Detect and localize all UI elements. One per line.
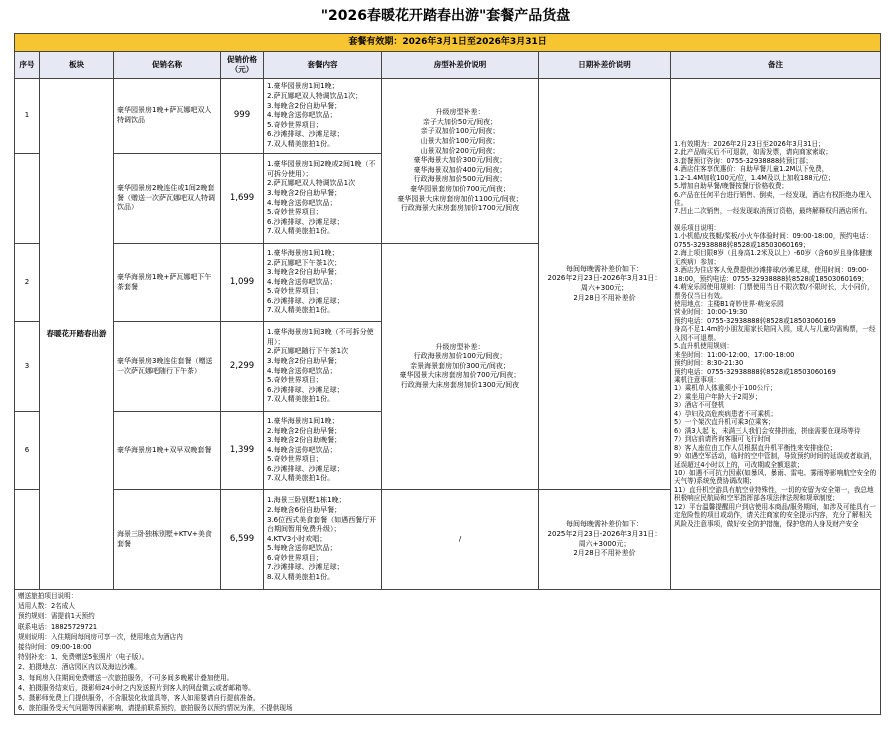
content-line: 6.沙滩排球、沙滩足球；: [267, 385, 344, 394]
promo-name: 豪华园景房1晚+萨瓦娜吧双人特调饮品: [114, 79, 221, 154]
promo-price: 1,099: [221, 244, 264, 322]
note-line: 2.海上项目限8岁（且身高1.2米及以上）-60岁（含60岁且身体健康无疾病）参加；: [674, 249, 873, 266]
header-segment: 板块: [40, 52, 114, 79]
header-notes: 备注: [671, 52, 881, 79]
note-line: 7.凹止二次销售，一经发现取消预订资格，最终解释权归酒店所有。: [674, 207, 872, 216]
note-line: 3）酒店不可登机: [674, 401, 725, 410]
date-diff-cell: [539, 490, 671, 590]
content-line: 5.奇妙世界项目；: [267, 455, 323, 464]
row-no: [15, 154, 40, 244]
content-line: 3.每晚含2份自助晚餐；: [267, 436, 342, 445]
note-line: 来坐时间：11:00-12:00、17:00-18:00: [674, 350, 795, 359]
note-line: 1.2-1.4M加收100元/位，1.4M及以上加收188元/位；: [674, 173, 835, 182]
header-row: [15, 52, 881, 79]
content-line: 7.双人精美旅拍1份。: [267, 139, 335, 148]
content-line: 5.奇妙世界项目；: [267, 287, 323, 296]
footer-line: 6、旅拍服务受天气问题等因素影响，请提前联系预约，旅拍服务以预约情况为准，不提供现场: [18, 704, 293, 713]
note-line: 使用地点：主楼B1奇妙世界·萌宠乐园: [674, 299, 784, 308]
footer-line: 2、拍摄地点：酒店园区内以及海边沙滩。: [18, 663, 141, 672]
footer-line: 特别补充：1、免费赠送5张照片（电子版）。: [18, 653, 149, 662]
content-line: 2.萨瓦娜吧双人特调饮品1次: [267, 179, 356, 188]
note-line: 7）到店前请咨询客服可飞行时间: [674, 435, 771, 444]
content-line: 3.每晚含2份自助早餐；: [267, 188, 342, 197]
content-line: 1.豪华海景房1间3晚（不可拆分使用）；: [267, 328, 374, 346]
header-room-diff: 房型补差价说明: [382, 52, 539, 79]
promo-price: 1,399: [221, 412, 264, 490]
content-line: 2.萨瓦娜吧随行下午茶1次: [267, 347, 349, 356]
header-content: 套餐内容: [264, 52, 382, 79]
content-line: 2.每晚含2份自助早餐；: [267, 426, 342, 435]
content-line: 5.奇妙世界项目；: [267, 208, 323, 217]
content-line: 1.海景三卧别墅1栋1晚；: [267, 496, 346, 505]
content-line: 6.沙滩排球、沙滩足球；: [267, 217, 344, 226]
note-line: 8）客人座位由工作人员根据直升机平衡性来安排座位；: [674, 443, 837, 452]
header-price: 促销价格（元）: [221, 52, 264, 79]
product-table: [14, 33, 881, 715]
footer-line: 5、摄影师免费上门提供服务，不含服装化妆道具等，客人如需要请自行提前准备。: [18, 694, 260, 703]
note-line: 3.酒店为住店客人免费提供沙滩排球/沙滩足球，使用时间：09:00-18:00，预约电话：0755-32938888转8528或18503060169；: [674, 266, 869, 283]
content-line: 7.双人精美旅拍1份。: [267, 227, 335, 236]
room-diff-line: 行政海景大床房套房加价1300元/间夜: [400, 380, 520, 389]
note-line: 4.酒店住客享优惠价：自助早餐儿童1.2M以下免费，: [674, 165, 829, 174]
footer-line: 联系电话：18825729721: [18, 622, 98, 631]
content-line: 3.每晚含2份自助早餐；: [267, 268, 342, 277]
room-diff-cell: /: [382, 490, 539, 590]
package-content: [264, 79, 382, 154]
content-line: 6.沙滩排球、沙滩足球；: [267, 130, 344, 139]
date-diff-line: 每间每晚需补差价如下：: [566, 520, 643, 529]
room-diff-line: 山景双加价200元/间夜；: [420, 146, 500, 155]
note-line: 10）如遇不可抗力因素(如暴风、暴雨、雷电、雾雨等影响航空安全的天气等)系统免费协调改期；: [674, 469, 877, 486]
content-line: 5.奇妙世界项目；: [267, 120, 323, 129]
note-line: 娱乐项目说明：: [674, 223, 721, 232]
content-line: 4.每晚含送你吧饮品；: [267, 111, 337, 120]
note-line: 1）乘机单人体重须小于100公斤；: [674, 384, 777, 393]
package-content: [264, 322, 382, 412]
date-diff-line: 2月28日不用补差价: [573, 549, 636, 558]
room-diff-line: 豪华园景大床房套房加价1100元/间夜；: [397, 194, 523, 203]
row-no: [15, 490, 40, 590]
content-line: 3.6位西式美食套餐（如遇西餐厅开台期间暂用免费升级）；: [267, 515, 377, 534]
content-line: 4.每晚含送你吧饮品；: [267, 198, 337, 207]
notes-cell: [671, 79, 881, 590]
note-line: 12）平台温馨提醒用户到店使用本商品/服务期间，如涉及可能具有一定危险性的项目或动作，请关注商家的安全提示内容，充分了解相关风险及注意事项，做好安全防护措施，保护您的人身及财产安全: [674, 502, 876, 528]
note-line: 5）一个架次直升机可乘3位乘客；: [674, 418, 775, 427]
note-line: 6）满3人起飞，未满三人我们会安排拼座，拼座需要在现场等待: [674, 426, 861, 435]
promo-price: 1,699: [221, 154, 264, 244]
date-diff-line: 2月28日不用补差价: [573, 293, 636, 302]
validity-band: [15, 34, 881, 52]
date-diff-line: 周六+300元；: [580, 284, 629, 292]
content-line: 4.每晚含送你吧饮品；: [267, 366, 337, 375]
note-line: 预约时间：8:30-21:30: [674, 359, 744, 368]
room-diff-cell: [382, 79, 539, 244]
room-diff-line: 升级房型补差：: [435, 342, 485, 351]
room-diff-line: 亲景海景套房加价300元/间夜；: [410, 361, 510, 370]
room-diff-cell: [382, 244, 539, 490]
footer-cell: [15, 590, 881, 715]
note-line: 5.增加自助早餐/晚餐按餐厅价格收费；: [674, 182, 789, 191]
package-content: [264, 490, 382, 590]
room-diff-line: 山景大加价100元/间夜；: [420, 137, 500, 146]
footer-row: [15, 590, 881, 715]
segment-cell: 春暖花开踏春出游: [40, 79, 114, 590]
footer-line: 适用人数：2名成人: [18, 602, 75, 611]
content-line: 2.萨瓦娜吧双人特调饮品1次；: [267, 92, 363, 101]
row-no: 1: [15, 79, 40, 154]
note-line: 5.直升机使用规则：: [674, 342, 734, 351]
room-diff-line: 行政海景房加价500元/间夜；: [413, 175, 507, 184]
footer-line: 4、拍摄服务结束后，摄影师24小时之内发送照片到客人的网盘微云或者邮箱等。: [18, 683, 255, 692]
content-line: 7.双人精美旅拍1份。: [267, 395, 335, 404]
promo-price: 999: [221, 79, 264, 154]
date-diff-cell: [539, 79, 671, 490]
row-no: 3: [15, 322, 40, 412]
row-no: 2: [15, 244, 40, 322]
content-line: 5.奇妙世界项目；: [267, 376, 323, 385]
content-line: 3.每晚含2份自助早餐；: [267, 101, 342, 110]
room-diff-line: 豪华园景套房加价700元/间夜；: [410, 184, 510, 193]
header-promo-name: 促销名称: [114, 52, 221, 79]
promo-name: 豪华园景房2晚连住或1间2晚套餐（赠送一次萨瓦娜吧双人特调饮品）: [114, 154, 221, 244]
date-diff-line: 周六+3000元；: [578, 539, 631, 548]
content-line: 6.沙滩排球、沙滩足球；: [267, 464, 344, 473]
footer-line: 接待时间：09:00-18:00: [18, 643, 92, 652]
content-line: 1.豪华海景房1间1晚；: [267, 248, 339, 257]
content-line: 4.每晚含送你吧饮品；: [267, 277, 337, 286]
promo-name: 豪华海景房1晚+萨瓦娜吧下午茶套餐: [114, 244, 221, 322]
content-line: 7.沙滩排球、沙滩足球；: [267, 563, 344, 572]
content-line: 4.每晚含送你吧饮品；: [267, 445, 337, 454]
header-date-diff: 日期补差价说明: [539, 52, 671, 79]
content-line: 6.沙滩排球、沙滩足球；: [267, 296, 344, 305]
content-line: 8.双人精美旅拍1份。: [267, 573, 335, 582]
header-no: 序号: [15, 52, 40, 79]
note-line: 1.有效期为：2026年2月23日至2026年3月31日；: [674, 139, 825, 148]
room-diff-line: 亲子大加价50元/间夜；: [422, 117, 498, 126]
content-line: 1.豪华园景房1间1晚；: [267, 82, 339, 91]
content-line: 3.每晚含2份自助早餐；: [267, 356, 342, 365]
date-diff-line: 每间每晚需补差价如下：: [566, 264, 643, 273]
content-line: 6.奇妙世界项目；: [267, 553, 323, 562]
footer-line: 3、每间房入住期间免费赠送一次旅拍服务，不可多间多晚累计叠加使用。: [18, 673, 234, 682]
content-line: 5.每晚含送你吧饮品；: [267, 544, 337, 553]
room-diff-line: 亲子双加价100元/间夜；: [420, 127, 500, 136]
room-diff-line: 豪华海景双加价400元/间夜；: [413, 165, 507, 174]
note-line: 2.此产品购买后不可退款，如需发票，请向商家索取；: [674, 148, 832, 157]
footer-line: 规则说明：入住期间每间房可享一次，使用地点为酒店内: [18, 632, 183, 641]
note-line: 4.萌宠乐园使用规则：门票使用当日不限次数/不限时长，大小同价，票务仅当日有效。: [674, 283, 874, 300]
note-line: 9）如遇空军活动，临时的空中管制，导致预约时间的延误或者取消，延误超过4小时以上的，可改期或全额退款；: [674, 452, 877, 469]
note-line: 乘机注意事项：: [674, 376, 721, 385]
content-line: 2.每晚含6份自助早餐；: [267, 505, 342, 514]
promo-name: 豪华海景房3晚连住套餐（赠送一次萨瓦娜吧随行下午茶）: [114, 322, 221, 412]
note-line: 1.小机船/皮筏艇/桨板/小火车体验时间：09:00-18:00，预约电话：0755-32938888转8528或18503060169；: [674, 232, 873, 249]
note-line: 身高不足1.4m的小朋友需家长陪同入园，成人与儿童均需购票，一经入园不可退票。: [674, 325, 876, 342]
page-title: "2026春暖花开踏春出游"套餐产品货盘: [320, 8, 571, 24]
promo-price: 6,599: [221, 490, 264, 590]
note-line: 预约电话：0755-32938888转8528或18503060169: [674, 316, 836, 325]
note-line: 6.产品在任何平台进行销售、倒卖，一经发现，酒店有权拒绝办理入住。: [674, 190, 872, 207]
room-diff-line: 行政海景大床房套房加价1700元/间夜: [400, 204, 520, 213]
date-diff-line: 2026年2月23日-2026年3月31日：: [547, 274, 662, 283]
package-content: [264, 412, 382, 490]
package-content: [264, 154, 382, 244]
content-line: 7.双人精美旅拍1份。: [267, 474, 335, 483]
content-line: 1.豪华园景房1间2晚或2间1晚（不可拆分使用）；: [267, 160, 376, 178]
room-diff-line: 豪华园景大床房套房加价700元/间夜；: [399, 371, 521, 380]
note-line: 4）孕妇及高危疾病患者不可乘机；: [674, 409, 778, 418]
validity-text: 套餐有效期：2026年3月1日至2026年3月31日: [15, 34, 881, 52]
note-line: 11）直升机空游具有航空业特殊性，一切的安留为安全第一，我总地积极响应民航局和空军指挥部各项法律法规和规章制度；: [674, 485, 874, 503]
content-line: 1.豪华海景房1间1晚；: [267, 416, 339, 425]
promo-price: 2,299: [221, 322, 264, 412]
room-diff-line: 豪华海景大加价300元/间夜；: [413, 156, 507, 165]
package-content: [264, 244, 382, 322]
content-line: 2.萨瓦娜吧下午茶1次；: [267, 258, 342, 267]
row-no: 6: [15, 412, 40, 490]
promo-name: 海景三卧独栋别墅+KTV+美食套餐: [114, 490, 221, 590]
content-line: 4.KTV3小时欢唱；: [267, 534, 327, 543]
content-line: 7.双人精美旅拍1份。: [267, 306, 335, 315]
date-diff-line: 2025年2月23日-2026年3月31日：: [547, 529, 662, 538]
room-diff-line: 行政海景房加价100元/间夜；: [413, 352, 507, 361]
footer-line: 预约规则：需提前1天预约: [18, 612, 95, 621]
note-line: 3.套餐预订咨询：0755-32938888转预订部；: [674, 156, 813, 165]
table-row: [15, 79, 881, 154]
footer-line: 赠送旅拍项目说明：: [18, 592, 78, 600]
promo-name: 豪华海景房1晚+双早双晚套餐: [114, 412, 221, 490]
note-line: 预约电话：0755-32938888转8528或18503060169: [674, 367, 836, 376]
room-diff-line: 升级房型补差：: [435, 108, 485, 117]
note-line: 营业时间：10:00-19:30: [674, 308, 748, 317]
note-line: 2）乘坐用户年龄大于2周岁；: [674, 392, 762, 401]
note-spacer: [674, 216, 877, 224]
